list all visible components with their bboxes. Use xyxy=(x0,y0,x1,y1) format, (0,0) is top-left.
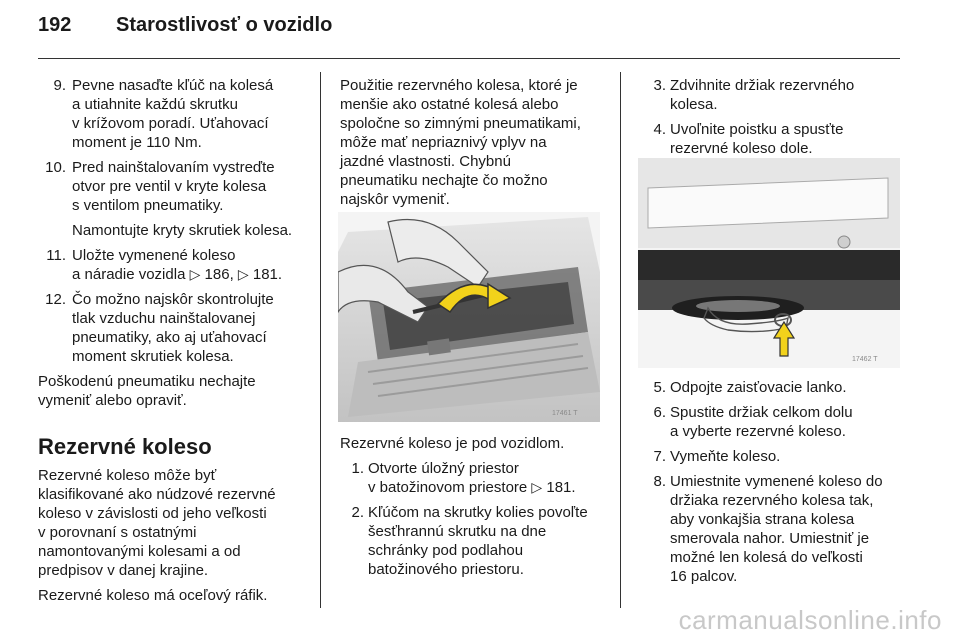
text-line: menšie ako ostatné kolesá alebo xyxy=(340,96,559,113)
text-fragment: a náradie vozidla xyxy=(72,266,186,283)
usage-warning-paragraph xyxy=(340,76,602,209)
text-line: klasifikované ako núdzové rezervné xyxy=(38,486,276,503)
steel-rim-paragraph: Rezervné koleso má oceľový ráfik. xyxy=(38,587,268,604)
text-line: koleso v závislosti od jeho veľkosti xyxy=(38,505,267,522)
step-6 xyxy=(642,403,904,441)
text-line: pneumatiky, ako aj uťahovací xyxy=(72,329,267,346)
step-10-note: Namontujte kryty skrutiek kolesa. xyxy=(72,222,293,239)
spare-wheel-illustration xyxy=(638,158,900,368)
step-number: 5. xyxy=(653,379,666,396)
step-number: 1. xyxy=(351,460,364,477)
text-line: pneumatiku nechajte čo možno xyxy=(340,172,548,189)
image-id-label: 17462 T xyxy=(852,356,878,363)
text-line: smerovala nahor. Umiestniť je xyxy=(670,530,870,547)
text-line: a vyberte rezervné koleso. xyxy=(670,423,846,440)
text-line: Odpojte zaisťovacie lanko. xyxy=(670,379,847,396)
text-line: Spustite držiak celkom dolu xyxy=(670,404,853,421)
text-fragment: v batožinovom priestore xyxy=(368,479,528,496)
column-3-lower xyxy=(642,378,904,592)
text-line: schránky pod podlahou xyxy=(368,542,524,559)
text-line: najskôr vymeniť. xyxy=(340,191,450,208)
text-line: Otvorte úložný priestor xyxy=(368,460,519,477)
text-line: vymeniť alebo opraviť. xyxy=(38,392,187,409)
text-line: Zdvihnite držiak rezervného xyxy=(670,77,855,94)
text-line: možné len kolesá do veľkosti xyxy=(670,549,863,566)
text-line: v porovnaní s ostatnými xyxy=(38,524,197,541)
page-title: Starostlivosť o vozidlo xyxy=(116,14,333,36)
page-header xyxy=(38,14,332,37)
step-5 xyxy=(642,378,904,397)
text-line: Rezervné koleso môže byť xyxy=(38,467,217,484)
text-line: môže mať nepriaznivý vplyv na xyxy=(340,134,547,151)
watermark: carmanualsonline.info xyxy=(678,605,942,635)
step-4 xyxy=(642,120,904,158)
column-2-lower xyxy=(340,434,602,585)
text-line: Pevne nasaďte kľúč na kolesá xyxy=(72,77,274,94)
text-line: 16 palcov. xyxy=(670,568,738,585)
step-1 xyxy=(340,459,602,497)
step-number: 2. xyxy=(351,504,364,521)
column-divider-2 xyxy=(620,72,621,608)
step-number: 12. xyxy=(45,291,66,308)
text-line: Uložte vymenené koleso xyxy=(72,247,236,264)
text-line: kolesa. xyxy=(670,96,718,113)
text-line: rezervné koleso dole. xyxy=(670,140,813,157)
text-line: v krížovom poradí. Uťahovací xyxy=(72,115,269,132)
text-line: predpisov v danej krajine. xyxy=(38,562,209,579)
text-line: držiaka rezervného kolesa tak, xyxy=(670,492,874,509)
text-line: moment skrutiek kolesa. xyxy=(72,348,234,365)
step-number: 8. xyxy=(653,473,666,490)
text-line: otvor pre ventil v kryte kolesa xyxy=(72,178,267,195)
text-line: a náradie vozidla ▷ 186, ▷ 181. xyxy=(72,266,283,283)
text-line: šesťhrannú skrutku na dne xyxy=(368,523,547,540)
text-line: namontovanými kolesami a od xyxy=(38,543,241,560)
text-line: tlak vzduchu nainštalovanej xyxy=(72,310,256,327)
image-id-label: 17461 T xyxy=(552,410,578,417)
step-number: 10. xyxy=(45,159,66,176)
step-10 xyxy=(38,158,308,215)
step-8 xyxy=(642,472,904,586)
step-number: 4. xyxy=(653,121,666,138)
text-line: Čo možno najskôr skontrolujte xyxy=(72,291,274,308)
text-line: jazdné vlastnosti. Chybnú xyxy=(340,153,511,170)
text-line: Poškodenú pneumatiku nechajte xyxy=(38,373,256,390)
page-number: 192 xyxy=(38,14,72,36)
damaged-tyre-paragraph xyxy=(38,372,308,410)
text-line: aby vonkajšia strana kolesa xyxy=(670,511,855,528)
text-line: Kľúčom na skrutky kolies povoľte xyxy=(368,504,588,521)
step-number: 7. xyxy=(653,448,666,465)
page-ref-icon[interactable]: ▷ xyxy=(531,479,543,495)
step-number: 9. xyxy=(53,77,66,94)
page-ref-number[interactable]: 181. xyxy=(252,266,283,283)
text-line: Použitie rezervného kolesa, ktoré je xyxy=(340,77,578,94)
step-2 xyxy=(340,503,602,579)
step-9 xyxy=(38,76,308,152)
step-12 xyxy=(38,290,308,366)
text-line: Uvoľnite poistku a spusťte xyxy=(670,121,844,138)
text-line: a utiahnite každú skrutku xyxy=(72,96,238,113)
step-7 xyxy=(642,447,904,466)
step-3 xyxy=(642,76,904,114)
under-vehicle-paragraph: Rezervné koleso je pod vozidlom. xyxy=(340,435,565,452)
text-line: Umiestnite vymenené koleso do xyxy=(670,473,883,490)
column-1 xyxy=(38,76,308,611)
text-line: s ventilom pneumatiky. xyxy=(72,197,224,214)
text-line: moment je 110 Nm. xyxy=(72,134,202,151)
column-3 xyxy=(642,76,904,164)
text-line: Vymeňte koleso. xyxy=(670,448,781,465)
column-2 xyxy=(340,76,602,215)
header-rule xyxy=(38,58,900,59)
column-divider-1 xyxy=(320,72,321,608)
page-ref-icon[interactable]: ▷ xyxy=(237,266,249,282)
page-ref-icon[interactable]: ▷ xyxy=(189,266,201,282)
text-line: Pred nainštalovaním vystreďte xyxy=(72,159,275,176)
step-number: 6. xyxy=(653,404,666,421)
text-line: spoločne so zimnými pneumatikami, xyxy=(340,115,581,132)
text-line xyxy=(368,478,602,497)
step-11 xyxy=(38,246,308,284)
trunk-illustration xyxy=(338,212,600,422)
step-number: 3. xyxy=(653,77,666,94)
page-ref-number[interactable]: 181. xyxy=(546,479,576,496)
section-heading: Rezervné koleso xyxy=(38,434,212,459)
page-ref-number[interactable]: 186 xyxy=(204,266,230,283)
text-line: batožinového priestoru. xyxy=(368,561,524,578)
step-number: 11. xyxy=(46,247,66,264)
spare-wheel-paragraph xyxy=(38,466,308,580)
